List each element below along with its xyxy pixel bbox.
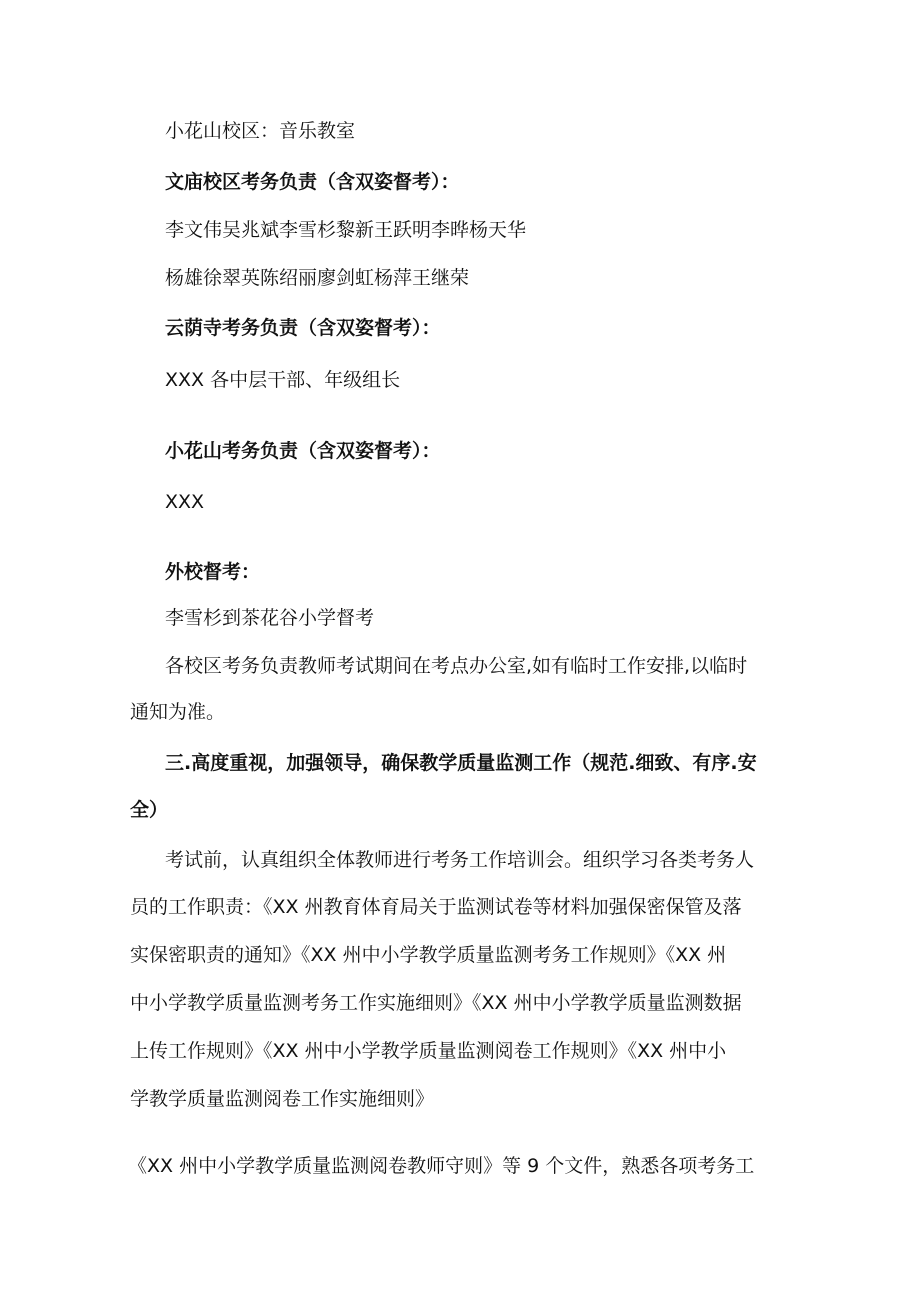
text-line: 李文伟吴兆斌李雪杉黎新王跃明李晔杨天华 — [165, 219, 527, 241]
text-line: 各校区考务负责教师考试期间在考点办公室,如有临时工作安排,以临时 — [165, 655, 748, 677]
section-heading: 全） — [130, 799, 169, 821]
text-line: 学教学质量监测阅卷工作实施细则》 — [130, 1088, 435, 1110]
text-line: 考试前，认真组织全体教师进行考务工作培训会。组织学习各类考务人 — [165, 849, 755, 871]
section-heading: 云荫寺考务负责（含双姿督考）： — [165, 317, 441, 339]
text-line: 员的工作职责：《XX 州教育体育局关于监测试卷等材料加强保密保管及落 — [130, 896, 742, 918]
text-line: 上传工作规则》《XX 州中小学教学质量监测阅卷工作规则》《XX 州中小 — [130, 1040, 727, 1062]
text-line: 杨雄徐翠英陈绍丽廖剑虹杨萍王继荣 — [165, 267, 470, 289]
text-line: 实保密职责的通知》《XX 州中小学教学质量监测考务工作规则》《XX 州 — [130, 944, 727, 966]
text-line: 中小学教学质量监测考务工作实施细则》《XX 州中小学教学质量监测数据 — [130, 992, 742, 1014]
text-line: XXX — [165, 491, 205, 513]
section-heading: 外校督考： — [165, 561, 261, 583]
text-line: XXX 各中层干部、年级组长 — [165, 369, 401, 391]
section-heading: 小花山考务负责（含双姿督考）： — [165, 440, 441, 462]
text-line: 小花山校区：音乐教室 — [165, 120, 356, 142]
text-line: 通知为准。 — [130, 701, 226, 723]
text-line: 《XX 州中小学教学质量监测阅卷教师守则》等 9 个文件，熟悉各项考务工 — [128, 1155, 755, 1177]
section-heading: 文庙校区考务负责（含双姿督考）： — [165, 171, 460, 193]
section-heading: 三.高度重视，加强领导，确保教学质量监测工作（规范.细致、有序.安 — [165, 752, 757, 774]
text-line: 李雪杉到茶花谷小学督考 — [165, 607, 375, 629]
